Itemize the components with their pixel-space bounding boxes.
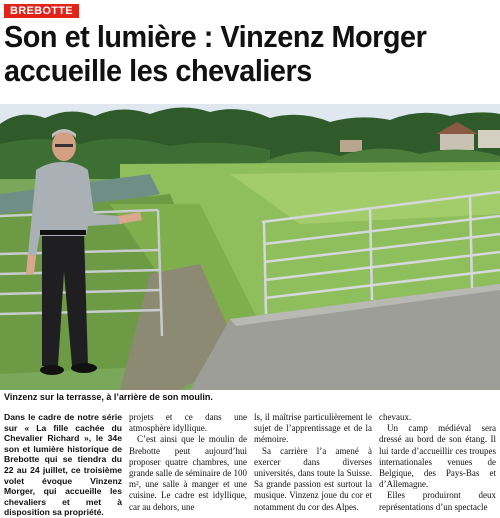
headline xyxy=(4,20,462,88)
article-column-4 xyxy=(379,412,496,512)
paragraph: projets et ce dans une atmosphère idyllique. xyxy=(129,412,247,434)
article-lead xyxy=(4,412,122,518)
section-tag: BREBOTTE xyxy=(4,4,79,18)
paragraph: Sa carrière l’a amené à exercer dans diverses universités, dans toute la Suisse. Sa grande passion est surtout la musique. Vinzenz joue du cor et notamment du cor des Alpes. xyxy=(254,445,372,512)
photo-caption: Vinzenz sur la terrasse, à l’arrière de son moulin. xyxy=(4,392,213,402)
paragraph: Elles produiront deux représentations d’un spectacle xyxy=(379,490,496,512)
paragraph: Un camp médiéval sera dressé au bord de son étang. Il lui tarde d’accueillir ces troupes internationales venues de Belgique, des Pays-Bas et d’Allemagne. xyxy=(379,423,496,490)
lead-paragraph: Dans le cadre de notre série sur « La fille cachée du Chevalier Richard », le 34e son et lumière historique de Brebotte qui se tiendra du 22 au 24 juillet, ce troisième volet évoque Vinzenz Morger, qui accueille les chevaliers et met à disposition sa propriété. xyxy=(4,412,122,518)
article-photo xyxy=(0,104,500,390)
headline-line-1: Son et lumière : Vinzenz Morger xyxy=(4,19,427,54)
article-column-2 xyxy=(129,412,247,512)
paragraph: ls, il maîtrise particulièrement le sujet de l’apprentissage et de la mémoire. xyxy=(254,412,372,445)
article-column-3 xyxy=(254,412,372,512)
paragraph: C’est ainsi que le moulin de Brebotte peut aujourd’hui proposer quatre chambres, une grande salle de séminaire de 100 m², une salle à manger et une cuisine. Le cadre est idyllique, car au dehors, une xyxy=(129,434,247,512)
headline-line-2: accueille les chevaliers xyxy=(4,53,312,88)
paragraph: chevaux. xyxy=(379,412,412,422)
